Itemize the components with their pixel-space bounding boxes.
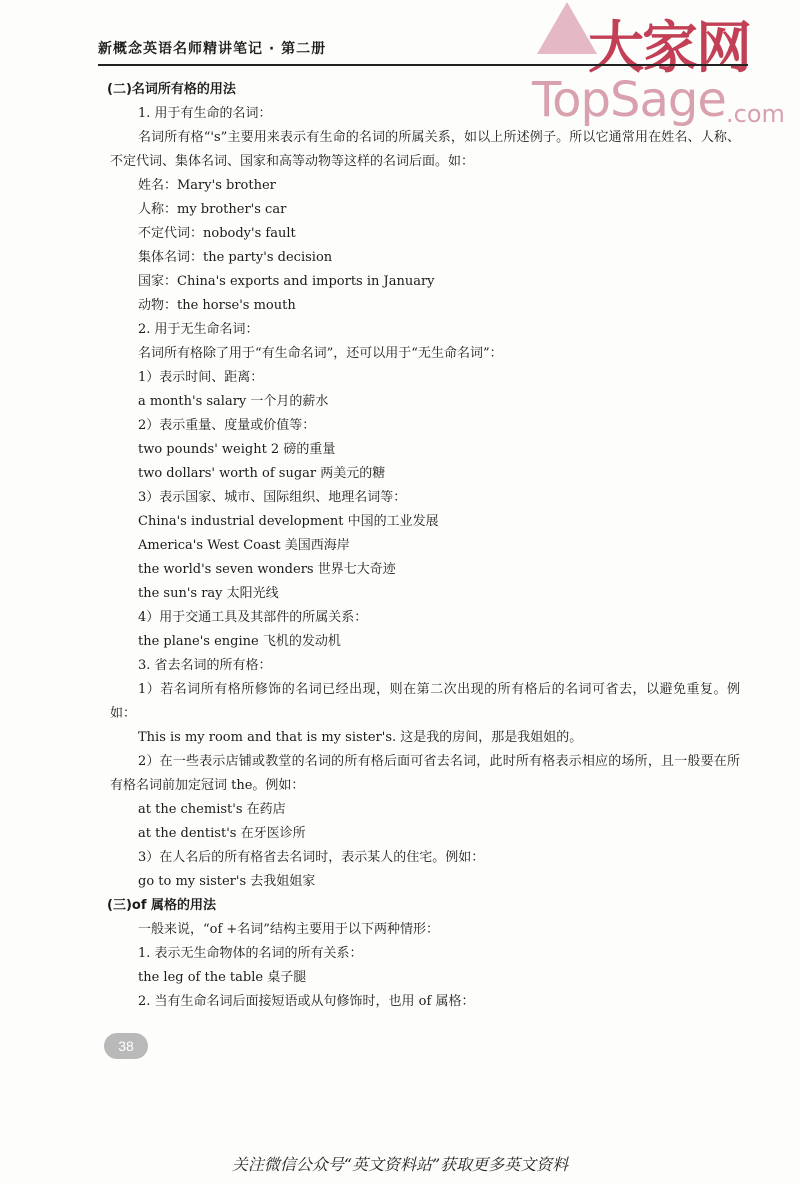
subsection-3-point-2: 2）在一些表示店铺或教堂的名词的所有格后面可省去名词，此时所有格表示相应的场所，且一般要在所有格名词前加定冠词 the。例如：: [110, 754, 740, 793]
subsection-1-description: 名词所有格“'s”主要用来表示有生命的名词的所属关系，如以上所述例子。所以它通常用在姓名、人称、不定代词、集体名词、国家和高等动物等这样的名词后面。如：: [110, 130, 740, 169]
example-line: two dollars' worth of sugar 两美元的糖: [138, 466, 386, 481]
page-number-badge: 38: [104, 1033, 148, 1059]
example-line: the leg of the table 桌子腿: [138, 970, 307, 985]
logo-english-text: TopSage: [532, 72, 726, 128]
example-line: the world's seven wonders 世界七大奇迹: [138, 562, 396, 577]
subsection-3-point-3: 3）在人名后的所有格省去名词时，表示某人的住宅。例如：: [138, 850, 485, 865]
example-line: 集体名词：the party's decision: [138, 250, 333, 265]
example-line: go to my sister's 去我姐姐家: [138, 874, 316, 889]
running-header-title: 新概念英语名师精讲笔记 · 第二册: [98, 41, 327, 57]
example-line: 姓名：Mary's brother: [138, 178, 276, 193]
point-2-title: 2）表示重量、度量或价值等：: [138, 418, 316, 433]
subsection-2-description: 名词所有格除了用于“有生命名词”，还可以用于“无生命名词”：: [138, 346, 503, 361]
section-heading-3: (三)of 属格的用法: [107, 898, 216, 913]
subsection-2-title: 2. 用于无生命名词：: [138, 322, 259, 337]
subsection-3-point-1: 1）若名词所有格所修饰的名词已经出现，则在第二次出现的所有格后的名词可省去，以避免重复。例如：: [110, 682, 740, 721]
example-line: the sun's ray 太阳光线: [138, 586, 279, 601]
section-heading-2: (二)名词所有格的用法: [107, 82, 236, 97]
section-3-intro: 一般来说，“of +名词”结构主要用于以下两种情形：: [138, 922, 439, 937]
example-line: 国家：China's exports and imports in January: [138, 274, 435, 289]
example-line: 不定代词：nobody's fault: [138, 226, 296, 241]
header-divider: [98, 64, 748, 66]
example-line: two pounds' weight 2 磅的重量: [138, 442, 336, 457]
example-line: America's West Coast 美国西海岸: [138, 538, 350, 553]
example-line: a month's salary 一个月的薪水: [138, 394, 329, 409]
example-line: the plane's engine 飞机的发动机: [138, 634, 341, 649]
point-3-title: 3）表示国家、城市、国际组织、地理名词等：: [138, 490, 407, 505]
example-line: 动物：the horse's mouth: [138, 298, 296, 313]
section-3-item-1: 1. 表示无生命物体的名词的所有关系：: [138, 946, 363, 961]
logo-chinese-text: 大家网: [588, 15, 750, 81]
point-4-title: 4）用于交通工具及其部件的所属关系：: [138, 610, 368, 625]
example-line: China's industrial development 中国的工业发展: [138, 514, 439, 529]
page-body: [107, 78, 740, 1014]
subsection-1-title: 1. 用于有生命的名词：: [138, 106, 272, 121]
example-line: This is my room and that is my sister's. 这是我的房间，那是我姐姐的。: [138, 730, 583, 745]
section-3-item-2: 2. 当有生命名词后面接短语或从句修饰时，也用 of 属格：: [138, 994, 475, 1009]
point-1-title: 1）表示时间、距离：: [138, 370, 264, 385]
subsection-3-title: 3. 省去名词的所有格：: [138, 658, 272, 673]
example-line: at the chemist's 在药店: [138, 802, 286, 817]
example-line: 人称：my brother's car: [138, 202, 287, 217]
logo-domain-text: .com: [726, 100, 785, 128]
footer-promo-text: 关注微信公众号“英文资料站”获取更多英文资料: [231, 1155, 569, 1174]
example-line: at the dentist's 在牙医诊所: [138, 826, 306, 841]
